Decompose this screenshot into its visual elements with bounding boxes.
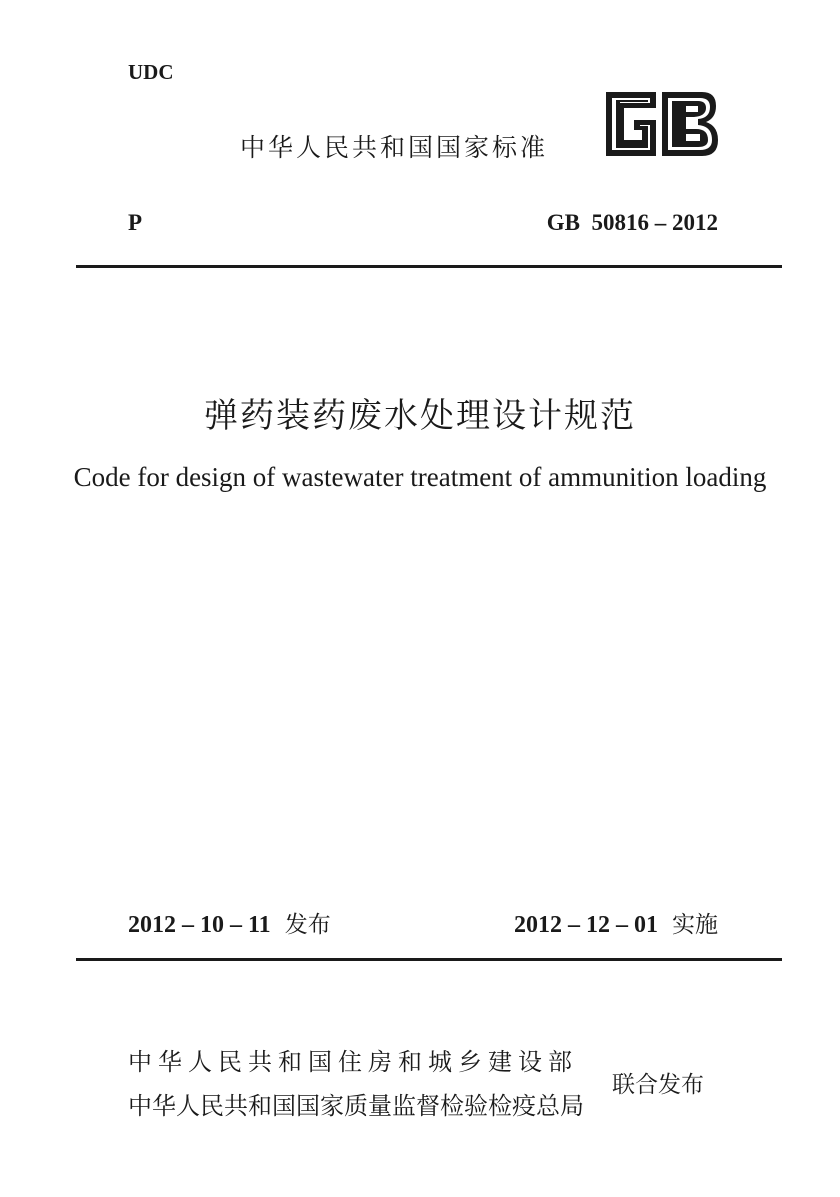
issue-date-block — [128, 906, 331, 939]
issue-date: 2012 – 10 – 11 — [128, 912, 271, 938]
gb-logo — [598, 86, 720, 162]
publisher-ministry-housing: 中华人民共和国住房和城乡建设部 — [128, 1048, 578, 1076]
standard-number: GB 50816 – 2012 — [546, 210, 718, 235]
title-chinese: 弹药装药废水处理设计规范 — [204, 396, 636, 436]
bottom-divider — [76, 958, 782, 961]
implement-date: 2012 – 12 – 01 — [514, 912, 658, 938]
issue-label: 发布 — [284, 912, 331, 938]
publisher-aqsiq: 中华人民共和国国家质量监督检验检疫总局 — [128, 1092, 584, 1120]
udc-label: UDC — [128, 60, 174, 84]
gb-logo-icon — [598, 86, 720, 162]
implement-date-block — [514, 906, 718, 939]
national-standard-heading: 中华人民共和国国家标准 — [240, 133, 549, 162]
implement-label: 实施 — [672, 912, 718, 938]
title-english: Code for design of wastewater treatment of ammunition loading — [73, 462, 767, 492]
top-divider — [76, 265, 782, 268]
classification-code: P — [128, 210, 143, 235]
joint-publish-label: 联合发布 — [612, 1072, 704, 1098]
